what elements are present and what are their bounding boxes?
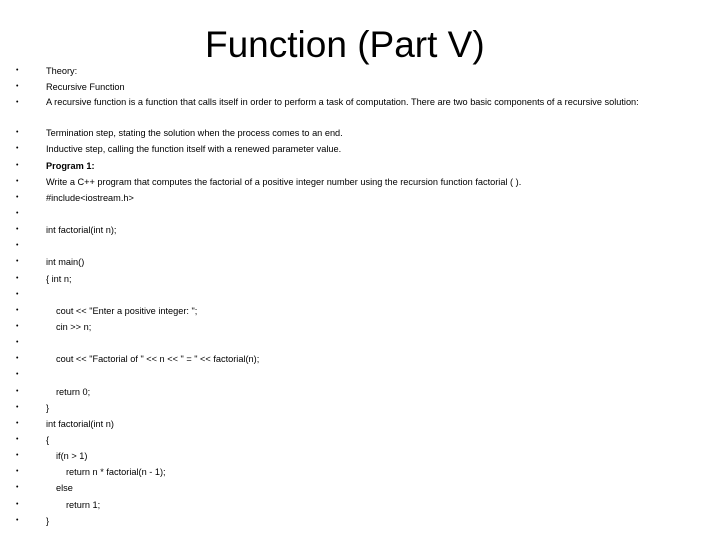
bullet-item [0, 513, 720, 529]
bullet-text: cout << "Enter a positive integer: "; [56, 305, 198, 316]
bullet-item [0, 319, 720, 335]
bullet-item [0, 174, 720, 190]
bullet-icon: • [16, 371, 19, 379]
bullet-icon: • [16, 484, 19, 492]
bullet-icon: • [16, 129, 19, 137]
bullet-item [0, 416, 720, 432]
bullet-text: if(n > 1) [56, 451, 88, 462]
bullet-item [0, 79, 720, 95]
bullet-text: return 1; [66, 499, 101, 510]
bullet-text: int factorial(int n) [46, 418, 114, 429]
bullet-item [0, 63, 720, 79]
bullet-item [0, 125, 720, 141]
bullet-text: cout << "Factorial of " << n << " = " << factorial(n); [56, 354, 260, 365]
bullet-icon: • [16, 242, 19, 250]
bullet-icon: • [16, 258, 19, 266]
bullet-text: { int n; [46, 273, 72, 284]
bullet-icon: • [16, 403, 19, 411]
bullet-item [0, 384, 720, 400]
bullet-icon: • [16, 290, 19, 298]
bullet-text: Program 1: [46, 160, 95, 171]
bullet-text: #include<iostream.h> [46, 192, 134, 203]
bullet-item [0, 95, 720, 125]
bullet-item [0, 480, 720, 496]
bullet-item [0, 497, 720, 513]
bullet-icon: • [16, 419, 19, 427]
bullet-text: int main() [46, 257, 85, 268]
bullet-icon: • [16, 306, 19, 314]
bullet-icon: • [16, 322, 19, 330]
bullet-text: else [56, 483, 73, 494]
bullet-item [0, 303, 720, 319]
bullet-icon: • [16, 177, 19, 185]
bullet-icon: • [16, 209, 19, 217]
bullet-icon: • [16, 161, 19, 169]
bullet-text: return 0; [56, 386, 91, 397]
bullet-icon: • [16, 193, 19, 201]
bullet-text: Theory: [46, 66, 78, 76]
bullet-text: Recursive Function [46, 82, 125, 93]
bullet-item [0, 190, 720, 206]
bullet-icon: • [16, 452, 19, 460]
bullet-icon: • [16, 67, 19, 74]
slide-title: Function (Part V) [205, 24, 485, 65]
bullet-icon: • [16, 145, 19, 153]
bullet-icon: • [16, 226, 19, 234]
bullet-text: int factorial(int n); [46, 225, 117, 236]
bullet-item [0, 448, 720, 464]
bullet-item [0, 158, 720, 174]
bullet-icon: • [16, 355, 19, 363]
bullet-item [0, 464, 720, 480]
bullet-item [0, 206, 720, 222]
bullet-item [0, 222, 720, 238]
bullet-icon: • [16, 339, 19, 347]
bullet-item [0, 351, 720, 367]
bullet-icon: • [16, 274, 19, 282]
bullet-item [0, 238, 720, 254]
bullet-item [0, 367, 720, 383]
bullet-text: return n * factorial(n - 1); [66, 467, 166, 478]
bullet-text: A recursive function is a function that calls itself in order to perform a task of computation. There are two basic components of a recursive solution: [46, 97, 639, 108]
bullet-text: Write a C++ program that computes the factorial of a positive integer number using the recursion function factorial ( ). [46, 176, 522, 187]
bullet-item [0, 400, 720, 416]
bullet-item [0, 287, 720, 303]
bullet-text: } [46, 515, 50, 526]
bullet-item [0, 271, 720, 287]
bullet-text: { [46, 434, 50, 445]
bullet-list [0, 63, 720, 529]
bullet-item [0, 432, 720, 448]
bullet-item [0, 141, 720, 157]
bullet-icon: • [16, 83, 19, 91]
bullet-text: Termination step, stating the solution when the process comes to an end. [46, 128, 343, 139]
bullet-text: cin >> n; [56, 321, 92, 332]
bullet-icon: • [16, 435, 19, 443]
bullet-item [0, 254, 720, 270]
bullet-text: } [46, 402, 50, 413]
bullet-item [0, 335, 720, 351]
bullet-icon: • [16, 468, 19, 476]
bullet-text: Inductive step, calling the function itself with a renewed parameter value. [46, 144, 342, 155]
bullet-icon: • [16, 99, 19, 107]
bullet-icon: • [16, 387, 19, 395]
bullet-icon: • [16, 516, 19, 524]
bullet-icon: • [16, 500, 19, 508]
